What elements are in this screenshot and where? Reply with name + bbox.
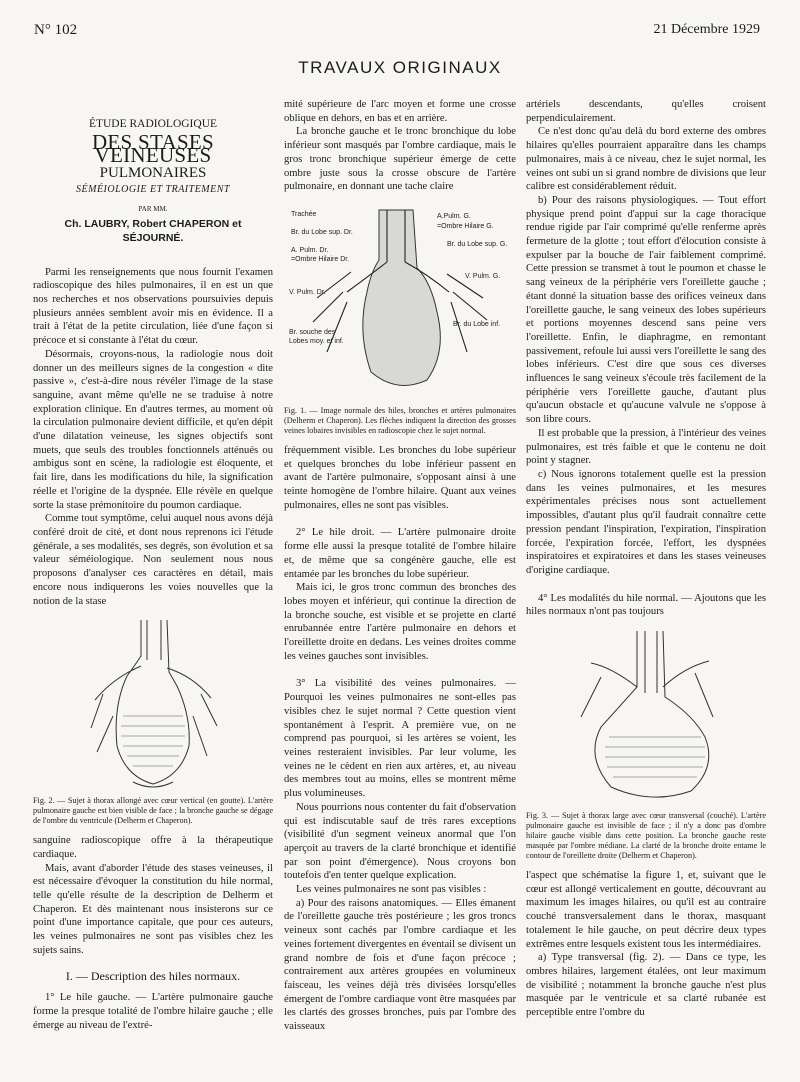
figure-3-caption: Fig. 3. — Sujet à thorax large avec cœur transversal (couché). L'artère pulmonaire gauche est invisible de face ; il n'y a donc pas d'ombre hilaire gauche visible dans cette position. La bronche gauche reste masquée par l'ombre médiane. La clarté de la bronche droite entame le contour de l'oreillette droite (Delherm et Chaperon).: [526, 811, 766, 861]
paragraph: a) Pour des raisons anatomiques. — Elles émanent de l'oreillette gauche très postérieure ; les gros troncs veineux sont cachés par l'ombre cardiaque et les veines fortement divergentes en éventail se divisent un grand nombre de fois et d'une façon précoce ; contrairement aux artères groupées en volumineux faisceau, les veines déjà très divisées lorsqu'elles émergent de l'ombre cardiaque vont être masquées par les clartés des grosses bronches, puis par l'ombre des vaisseaux: [284, 897, 516, 1033]
paragraph: b) Pour des raisons physiologiques. — Tout effort physique prend point d'appui sur la cage thoracique rendue rigide par l'air comprimé qu'elle renferme après fermeture de la glotte ; tout effort d'élocution consiste à expulser par la bouche de l'air faiblement comprimé. Cette pression se transmet à tout le poumon et chasse le sang veineux de la périphérie vers l'oreillette gauche ; étant donné la situation basse des orifices veineux dans l'oreillette gauche, le sang veineux des lobes supérieurs et portions moyennes descend sans peine vers l'oreillette. Enfin, le diaphragme, en remontant passivement, refoule lui aussi vers l'oreillette le sang des lobes inférieurs. C'est dire que sous ces diverses influences le sang veineux s'écoule très facilement de la périphérie vers l'oreillette gauche, d'autant plus qu'aucun obstacle et qu'aucune valvule ne s'oppose à son libre cours.: [526, 194, 766, 426]
paragraph: Ce n'est donc qu'au delà du bord externe des ombres hilaires qu'elles pourraient apparaître dans les champs pulmonaires, mais à ce niveau, chez le sujet normal, les veines ont subi un si grand nombre de divisions que leur calibre est considérablement réduit.: [526, 126, 766, 193]
label-br-lobe-inf: Br. du Lobe inf.: [453, 320, 501, 328]
label-a-pulm-g: A.Pulm. G.: [437, 212, 471, 220]
paragraph: Désormais, croyons-nous, la radiologie nous doit donner un des meilleurs signes de la congestion « dite passive », c'est-à-dire nous révéler l'image de la stase sanguine, avant même qu'elle ne se traduise à notre exploration clinique. En d'autres termes, au moment où la circulation pulmonaire devient difficile, et qu'en dépit d'une dilatation veineuse, les signes objectifs sont muets, que seuls des troubles fonctionnels atténués ou ambigus sont en scène, la radiologie est éloquente, et fait lire, dans les modifications du hile, la signification réelle et l'origine de la dyspnée. Elle révèle en quelque sorte la stase prémonitoire du poumon cardiaque.: [33, 348, 273, 511]
article-title: DES STASES VEINEUSES: [91, 129, 215, 168]
figure-2-caption: Fig. 2. — Sujet à thorax allongé avec cœur vertical (en goutte). L'artère pulmonaire gauche est bien visible de face ; la bronche gauche se dégage de l'ombre du ventricule (Delherm et Chaperon).: [33, 796, 273, 826]
column-1: [33, 98, 273, 1032]
section-heading: TRAVAUX ORIGINAUX: [298, 58, 502, 77]
article-subtitle-2: SÉMÉIOLOGIE ET TRAITEMENT: [76, 183, 230, 195]
issue-date: 21 Décembre 1929: [653, 22, 760, 37]
label-v-pulm-dr: V. Pulm. Dr.: [289, 288, 326, 296]
paragraph: Les veines pulmonaires ne sont pas visibles :: [296, 884, 487, 896]
paragraph: sanguine radioscopique offre à la thérapeutique cardiaque.: [33, 835, 273, 860]
label-br-lobe-sup-dr: Br. du Lobe sup. Dr.: [291, 228, 353, 236]
label-a-pulm-dr: A. Pulm. Dr.: [291, 246, 329, 254]
section-heading-1: I. — Description des hiles normaux.: [65, 968, 241, 983]
paragraph: mité supérieure de l'arc moyen et forme une crosse oblique en dehors, en bas et en arrière.: [284, 99, 516, 124]
paragraph: c) Nous ignorons totalement quelle est la pression dans les veines pulmonaires, et les mesures expérimentales précises nous sont actuellement impossibles, d'autant plus qu'il faudrait connaître cette pression pendant l'inspiration, l'expiration, l'inspiration forcée, l'expiration forcée, l'effort, les dyspnées inspiratoires et expiratoires et dans les stases veineuses d'origine cardiaque.: [526, 468, 766, 576]
byline-prefix: PAR MM.: [138, 204, 168, 213]
paragraph: 2° Le hile droit. — L'artère pulmonaire droite forme elle aussi la presque totalité de l'ombre hilaire et, de même que sa congénère gauche, elle est entamée par les bronches du lobe supérieur.: [284, 527, 516, 580]
paragraph: 3° La visibilité des veines pulmonaires. — Pourquoi les veines pulmonaires ne sont-elles pas visibles chez le sujet normal ? Cette question vient spontanément à l'esprit. A première vue, on ne comprend pas pourquoi, si les artères se voient, les veines resteraient invisibles. Par leur volume, les veines ne le cèdent en rien aux artères, et, au niveau des membres tout au moins, elles se montrent même plus volumineuses.: [284, 678, 516, 800]
paragraph: Parmi les renseignements que nous fournit l'examen radioscopique des hiles pulmonaires, il en est un que nos recherches et nos observations poursuivies depuis plusieurs années semblent avoir mis en évidence. Il a trait à l'état de la petite circulation, liée d'une façon si précoce et si constante à l'état du cœur.: [33, 266, 273, 347]
label-trachee: Trachée: [291, 210, 317, 218]
paragraph: artériels descendants, qu'elles croisent perpendiculairement.: [526, 99, 766, 124]
paragraph: Nous pourrions nous contenter du fait d'observation qui est indiscutable sauf de très rares exceptions (visibilité d'un segment veineux anormal que l'on aperçoit au travers de la clarté bronchique et identifié par son point d'émergence). Nous croyons bon toutefois d'en tenter quelque explication.: [284, 801, 516, 882]
figure-2-heart-vertical: [73, 616, 233, 792]
paragraph: Comme tout symptôme, celui auquel nous avons déjà conféré droit de cité, et dont nous reprenons ici l'étude générale, a ses modalités, ses degrés, son évolution et sa valeur séméiologique. Non seulement nous nous proposons d'analyser ces caractères en détail, mais encore nous indiquerons les voies nouvelles que la notion de la stase: [33, 513, 273, 607]
figure-1-normal-hila: [287, 202, 513, 402]
label-br-souche: Br. souche des: [289, 328, 336, 336]
label-ombre-hilaire-g: =Ombre Hilaire G.: [437, 222, 494, 230]
label-v-pulm-g: V. Pulm. G.: [465, 272, 501, 280]
label-ombre-hilaire-dr: =Ombre Hilaire Dr.: [291, 255, 350, 263]
figure-3-heart-transversal: [561, 627, 731, 807]
page-number: N° 102: [34, 22, 78, 38]
figure-1-caption: Fig. 1. — Image normale des hiles, bronches et artères pulmonaires (Delherm et Chaperon). Les flèches indiquent la direction des grosses veines lobaires invisibles en radioscopie chez le sujet normal.: [284, 405, 516, 435]
paragraph: Mais ici, le gros tronc commun des bronches des lobes moyen et inférieur, qui continue la direction de la bronche souche, est visible et se projette en clarté enrubannée entre l'artère pulmonaire en dehors et l'oreillette droite en dedans. Les veines droites comme les veines gauches sont invisibles.: [284, 582, 516, 662]
paragraph: fréquemment visible. Les bronches du lobe supérieur et quelques bronches du lobe inférieur passent en avant de l'artère pulmonaire, s'opposant ainsi à une teinte homogène de l'ombre hilaire. Quant aux veines pulmonaires, elles ne sont pas visibles.: [284, 444, 516, 511]
paragraph: 4° Les modalités du hile normal. — Ajoutons que les hiles normaux n'ont pas toujours: [526, 592, 766, 618]
article-subtitle: PULMONAIRES: [99, 165, 207, 182]
label-lobes-moy: Lobes moy. et inf.: [289, 337, 344, 345]
paragraph: a) Type transversal (fig. 2). — Dans ce type, les ombres hilaires, largement étalées, ont leur maximum de visibilité ; notamment la bronche gauche n'est plus masquée par le ventricule et sa clarté rubanée est perceptible entre l'ombre du: [526, 952, 766, 1019]
paragraph: 1° Le hile gauche. — L'artère pulmonaire gauche forme la presque totalité de l'ombre hilaire gauche ; elle émerge au niveau de l'extré-: [33, 992, 273, 1031]
paragraph: Il est probable que la pression, à l'intérieur des veines pulmonaires, est très faible et que le contenu ne doit point y stagner.: [526, 427, 766, 467]
paragraph: l'aspect que schématise la figure 1, et, suivant que le cœur est allongé verticalement en goutte, découvrant au maximum les images hilaires, ou qu'il est au contraire couché transversalement dans le thorax, masquant totalement le hile gauche, on peut décrire deux types extrêmes entre lesquels existent tous les intermédiaires.: [526, 870, 766, 950]
label-br-lobe-sup-g: Br. du Lobe sup. G.: [447, 240, 508, 248]
authors: Ch. LAUBRY, Robert CHAPERON et SÉJOURNÉ.: [64, 218, 242, 244]
column-2: [284, 98, 516, 1034]
article-kicker: ÉTUDE RADIOLOGIQUE: [88, 118, 218, 130]
column-3: [526, 98, 766, 1020]
paragraph: Mais, avant d'aborder l'étude des stases veineuses, il est nécessaire d'évoquer la constitution du hile normal, telle qu'elle résulte de la description de Delherm et Chaperon. Et dès maintenant nous insisterons sur ce point d'une importance capitale, que pour ces auteurs, les veines pulmonaires ne sont pas visibles chez les sujets sains.: [33, 862, 273, 956]
paragraph: La bronche gauche et le tronc bronchique du lobe inférieur sont masqués par l'ombre cardiaque, mais le gros tronc bronchique supérieur émerge de cette ombre juste sous la crosse obscure de l'artère pulmonaire, en donnant une tache claire: [284, 126, 516, 193]
